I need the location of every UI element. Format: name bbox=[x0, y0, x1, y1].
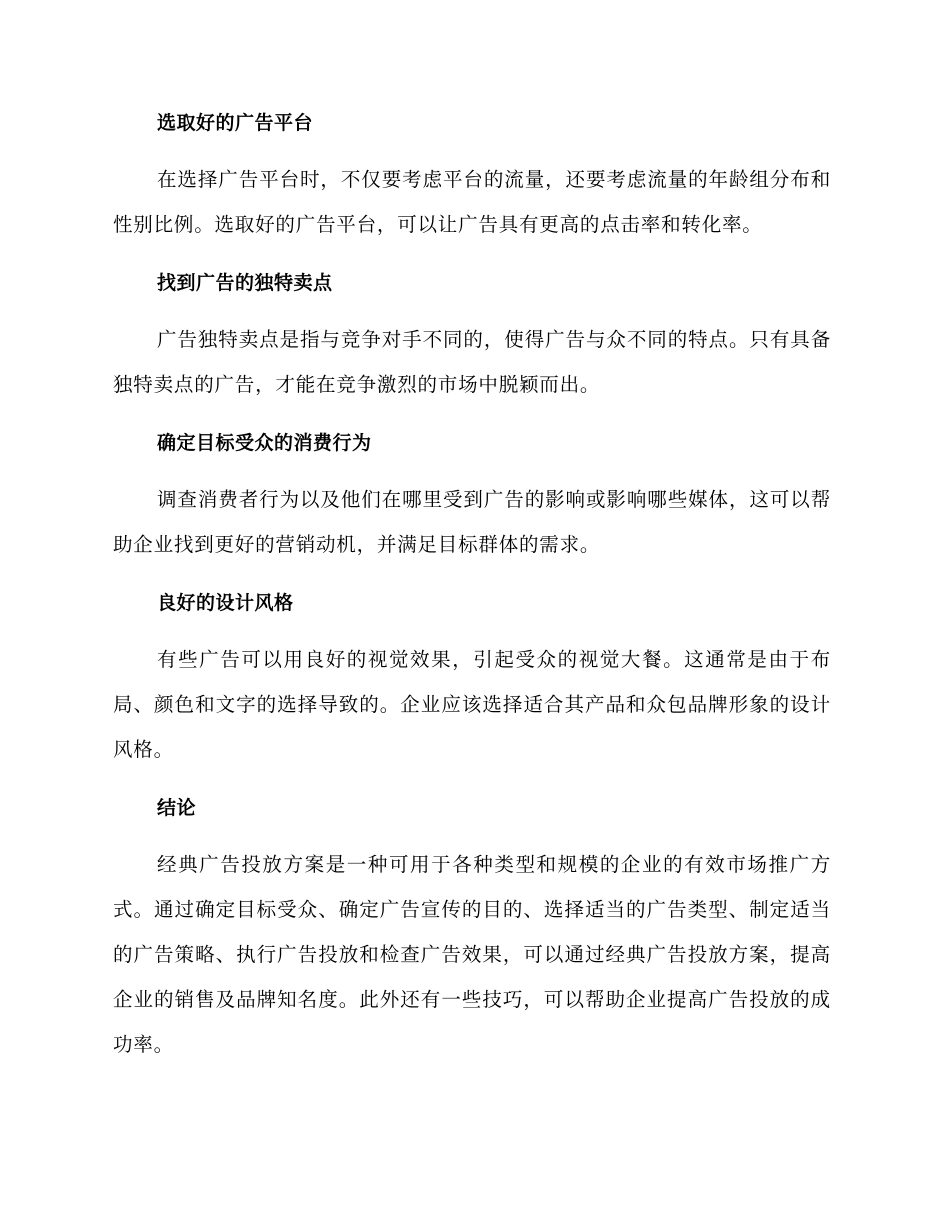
section-heading-consumer-behavior: 确定目标受众的消费行为 bbox=[157, 432, 372, 454]
section-heading-platform: 选取好的广告平台 bbox=[157, 112, 314, 134]
section-paragraph-conclusion: 经典广告投放方案是一种可用于各种类型和规模的企业的有效市场推广方式。通过确定目标受众、确定广告宣传的目的、选择适当的广告类型、制定适当的广告策略、执行广告投放和检查广告效果，可以通过经典广告投放方案，提高企业的销售及品牌知名度。此外还有一些技巧，可以帮助企业提高广告投放的成功率。 bbox=[113, 853, 831, 1056]
section-heading-selling-point: 找到广告的独特卖点 bbox=[157, 272, 333, 294]
section-paragraph-platform: 在选择广告平台时，不仅要考虑平台的流量，还要考虑流量的年龄组分布和性别比例。选取好的广告平台，可以让广告具有更高的点击率和转化率。 bbox=[113, 168, 831, 236]
document-page bbox=[113, 108, 831, 1067]
section-paragraph-design-style: 有些广告可以用良好的视觉效果，引起受众的视觉大餐。这通常是由于布局、颜色和文字的选择导致的。企业应该选择适合其产品和众包品牌形象的设计风格。 bbox=[113, 648, 831, 761]
section-paragraph-consumer-behavior: 调查消费者行为以及他们在哪里受到广告的影响或影响哪些媒体，这可以帮助企业找到更好的营销动机，并满足目标群体的需求。 bbox=[113, 488, 831, 556]
section-paragraph-selling-point: 广告独特卖点是指与竞争对手不同的，使得广告与众不同的特点。只有具备独特卖点的广告，才能在竞争激烈的市场中脱颖而出。 bbox=[113, 328, 831, 396]
section-heading-conclusion: 结论 bbox=[157, 797, 197, 819]
section-heading-design-style: 良好的设计风格 bbox=[157, 592, 294, 614]
